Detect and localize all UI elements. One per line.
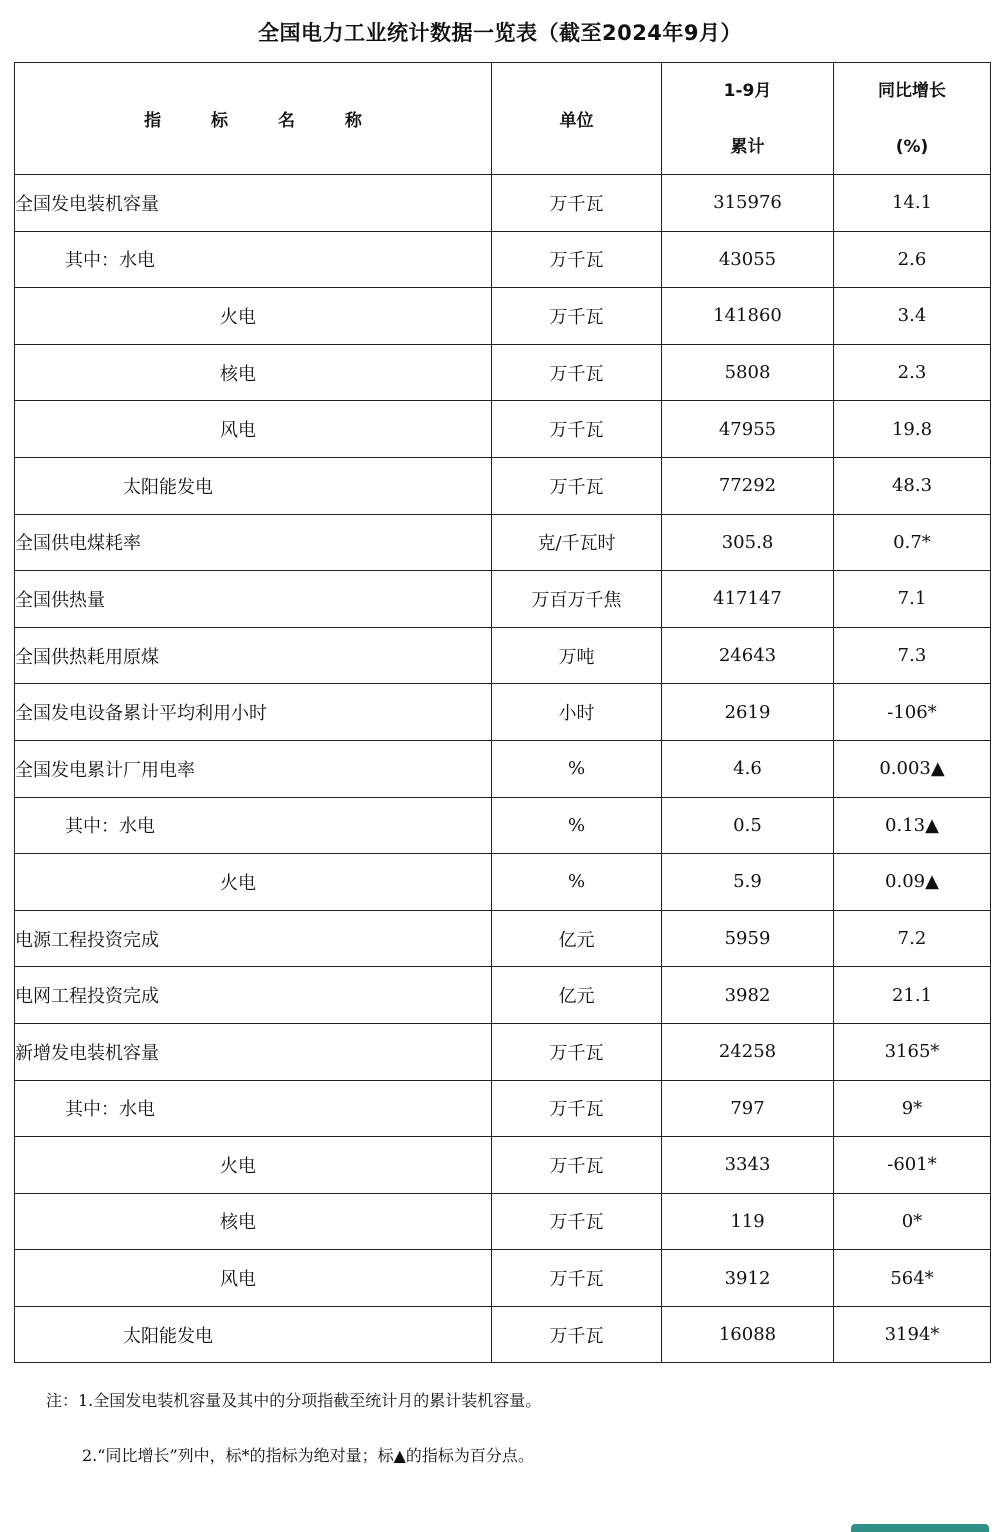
table-row bbox=[15, 401, 991, 458]
table-row bbox=[15, 288, 991, 345]
indicator-unit: 万千瓦 bbox=[492, 1250, 662, 1307]
indicator-unit: % bbox=[492, 854, 662, 911]
table-row bbox=[15, 1023, 991, 1080]
indicator-name: 风电 bbox=[15, 401, 492, 458]
page-title: 全国电力工业统计数据一览表（截至2024年9月） bbox=[257, 21, 743, 45]
yoy-change: 48.3 bbox=[834, 457, 991, 514]
indicator-unit: 万千瓦 bbox=[492, 1023, 662, 1080]
cumulative-value: 417147 bbox=[662, 571, 834, 628]
cumulative-value: 5.9 bbox=[662, 854, 834, 911]
indicator-unit: % bbox=[492, 797, 662, 854]
header-unit: 单位 bbox=[492, 63, 662, 175]
header-cumulative-line1: 1-9月 bbox=[723, 80, 772, 101]
yoy-change: 3165* bbox=[834, 1023, 991, 1080]
cumulative-value: 141860 bbox=[662, 288, 834, 345]
indicator-name: 全国供电煤耗率 bbox=[15, 514, 492, 571]
cumulative-value: 77292 bbox=[662, 457, 834, 514]
cumulative-value: 315976 bbox=[662, 175, 834, 232]
table-row bbox=[15, 231, 991, 288]
table-header bbox=[15, 63, 991, 175]
statistics-table bbox=[14, 62, 991, 1363]
yoy-change: 7.3 bbox=[834, 627, 991, 684]
cumulative-value: 119 bbox=[662, 1193, 834, 1250]
yoy-change: 9* bbox=[834, 1080, 991, 1137]
table-row bbox=[15, 1193, 991, 1250]
indicator-name: 其中：水电 bbox=[15, 1080, 492, 1137]
yoy-change: 21.1 bbox=[834, 967, 991, 1024]
indicator-unit: 小时 bbox=[492, 684, 662, 741]
table-row bbox=[15, 1250, 991, 1307]
indicator-name: 新增发电装机容量 bbox=[15, 1023, 492, 1080]
yoy-change: 564* bbox=[834, 1250, 991, 1307]
indicator-name: 全国供热耗用原煤 bbox=[15, 627, 492, 684]
scroll-to-top-tab[interactable] bbox=[851, 1524, 989, 1532]
yoy-change: 2.3 bbox=[834, 344, 991, 401]
indicator-name: 风电 bbox=[15, 1250, 492, 1307]
yoy-change: 0.13▲ bbox=[834, 797, 991, 854]
yoy-change: 0* bbox=[834, 1193, 991, 1250]
table-body bbox=[15, 175, 991, 1363]
indicator-name: 全国发电累计厂用电率 bbox=[15, 740, 492, 797]
indicator-unit: 万千瓦 bbox=[492, 175, 662, 232]
indicator-unit: 万吨 bbox=[492, 627, 662, 684]
header-yoy-line2: (%) bbox=[895, 136, 929, 157]
indicator-unit: 万千瓦 bbox=[492, 1137, 662, 1194]
cumulative-value: 24258 bbox=[662, 1023, 834, 1080]
table-row bbox=[15, 344, 991, 401]
indicator-unit: 万千瓦 bbox=[492, 288, 662, 345]
yoy-change: 0.003▲ bbox=[834, 740, 991, 797]
yoy-change: 2.6 bbox=[834, 231, 991, 288]
indicator-unit: 万千瓦 bbox=[492, 1306, 662, 1363]
cumulative-value: 3982 bbox=[662, 967, 834, 1024]
table-row bbox=[15, 175, 991, 232]
cumulative-value: 305.8 bbox=[662, 514, 834, 571]
cumulative-value: 797 bbox=[662, 1080, 834, 1137]
indicator-unit: 亿元 bbox=[492, 967, 662, 1024]
header-indicator-name: 指 标 名 称 bbox=[15, 63, 492, 175]
table-row bbox=[15, 797, 991, 854]
table-row bbox=[15, 684, 991, 741]
header-yoy-line1: 同比增长 bbox=[878, 80, 946, 101]
indicator-unit: 万千瓦 bbox=[492, 1080, 662, 1137]
cumulative-value: 47955 bbox=[662, 401, 834, 458]
indicator-unit: 万千瓦 bbox=[492, 457, 662, 514]
table-row bbox=[15, 1137, 991, 1194]
indicator-name: 太阳能发电 bbox=[15, 1306, 492, 1363]
yoy-change: 14.1 bbox=[834, 175, 991, 232]
indicator-name: 其中：水电 bbox=[15, 231, 492, 288]
indicator-name: 太阳能发电 bbox=[15, 457, 492, 514]
yoy-change: 3194* bbox=[834, 1306, 991, 1363]
table-row bbox=[15, 571, 991, 628]
cumulative-value: 0.5 bbox=[662, 797, 834, 854]
yoy-change: 19.8 bbox=[834, 401, 991, 458]
indicator-name: 全国发电设备累计平均利用小时 bbox=[15, 684, 492, 741]
indicator-name: 火电 bbox=[15, 288, 492, 345]
indicator-name: 其中：水电 bbox=[15, 797, 492, 854]
yoy-change: 3.4 bbox=[834, 288, 991, 345]
footnote-1: 注：1.全国发电装机容量及其中的分项指截至统计月的累计装机容量。 bbox=[46, 1391, 542, 1410]
indicator-unit: 万千瓦 bbox=[492, 231, 662, 288]
indicator-unit: 万百万千焦 bbox=[492, 571, 662, 628]
indicator-name: 全国发电装机容量 bbox=[15, 175, 492, 232]
cumulative-value: 3912 bbox=[662, 1250, 834, 1307]
indicator-name: 火电 bbox=[15, 1137, 492, 1194]
yoy-change: -601* bbox=[834, 1137, 991, 1194]
indicator-name: 电源工程投资完成 bbox=[15, 910, 492, 967]
table-row bbox=[15, 1080, 991, 1137]
header-cumulative bbox=[662, 63, 834, 175]
table-row bbox=[15, 1306, 991, 1363]
table-row bbox=[15, 967, 991, 1024]
yoy-change: 0.09▲ bbox=[834, 854, 991, 911]
yoy-change: 0.7* bbox=[834, 514, 991, 571]
indicator-unit: 万千瓦 bbox=[492, 344, 662, 401]
cumulative-value: 4.6 bbox=[662, 740, 834, 797]
yoy-change: -106* bbox=[834, 684, 991, 741]
indicator-unit: % bbox=[492, 740, 662, 797]
header-row bbox=[15, 63, 991, 175]
indicator-name: 核电 bbox=[15, 1193, 492, 1250]
footnote-2: 2.“同比增长”列中，标*的指标为绝对量；标▲的指标为百分点。 bbox=[82, 1446, 534, 1465]
cumulative-value: 43055 bbox=[662, 231, 834, 288]
header-yoy-growth bbox=[834, 63, 991, 175]
cumulative-value: 24643 bbox=[662, 627, 834, 684]
table-row bbox=[15, 740, 991, 797]
indicator-unit: 万千瓦 bbox=[492, 401, 662, 458]
cumulative-value: 16088 bbox=[662, 1306, 834, 1363]
indicator-name: 火电 bbox=[15, 854, 492, 911]
indicator-unit: 克/千瓦时 bbox=[492, 514, 662, 571]
cumulative-value: 5808 bbox=[662, 344, 834, 401]
indicator-name: 核电 bbox=[15, 344, 492, 401]
table-row bbox=[15, 910, 991, 967]
indicator-unit: 万千瓦 bbox=[492, 1193, 662, 1250]
table-row bbox=[15, 514, 991, 571]
indicator-name: 电网工程投资完成 bbox=[15, 967, 492, 1024]
header-cumulative-line2: 累计 bbox=[730, 136, 765, 157]
yoy-change: 7.2 bbox=[834, 910, 991, 967]
table-row bbox=[15, 627, 991, 684]
table-row bbox=[15, 457, 991, 514]
yoy-change: 7.1 bbox=[834, 571, 991, 628]
indicator-unit: 亿元 bbox=[492, 910, 662, 967]
cumulative-value: 3343 bbox=[662, 1137, 834, 1194]
cumulative-value: 5959 bbox=[662, 910, 834, 967]
cumulative-value: 2619 bbox=[662, 684, 834, 741]
indicator-name: 全国供热量 bbox=[15, 571, 492, 628]
table-row bbox=[15, 854, 991, 911]
